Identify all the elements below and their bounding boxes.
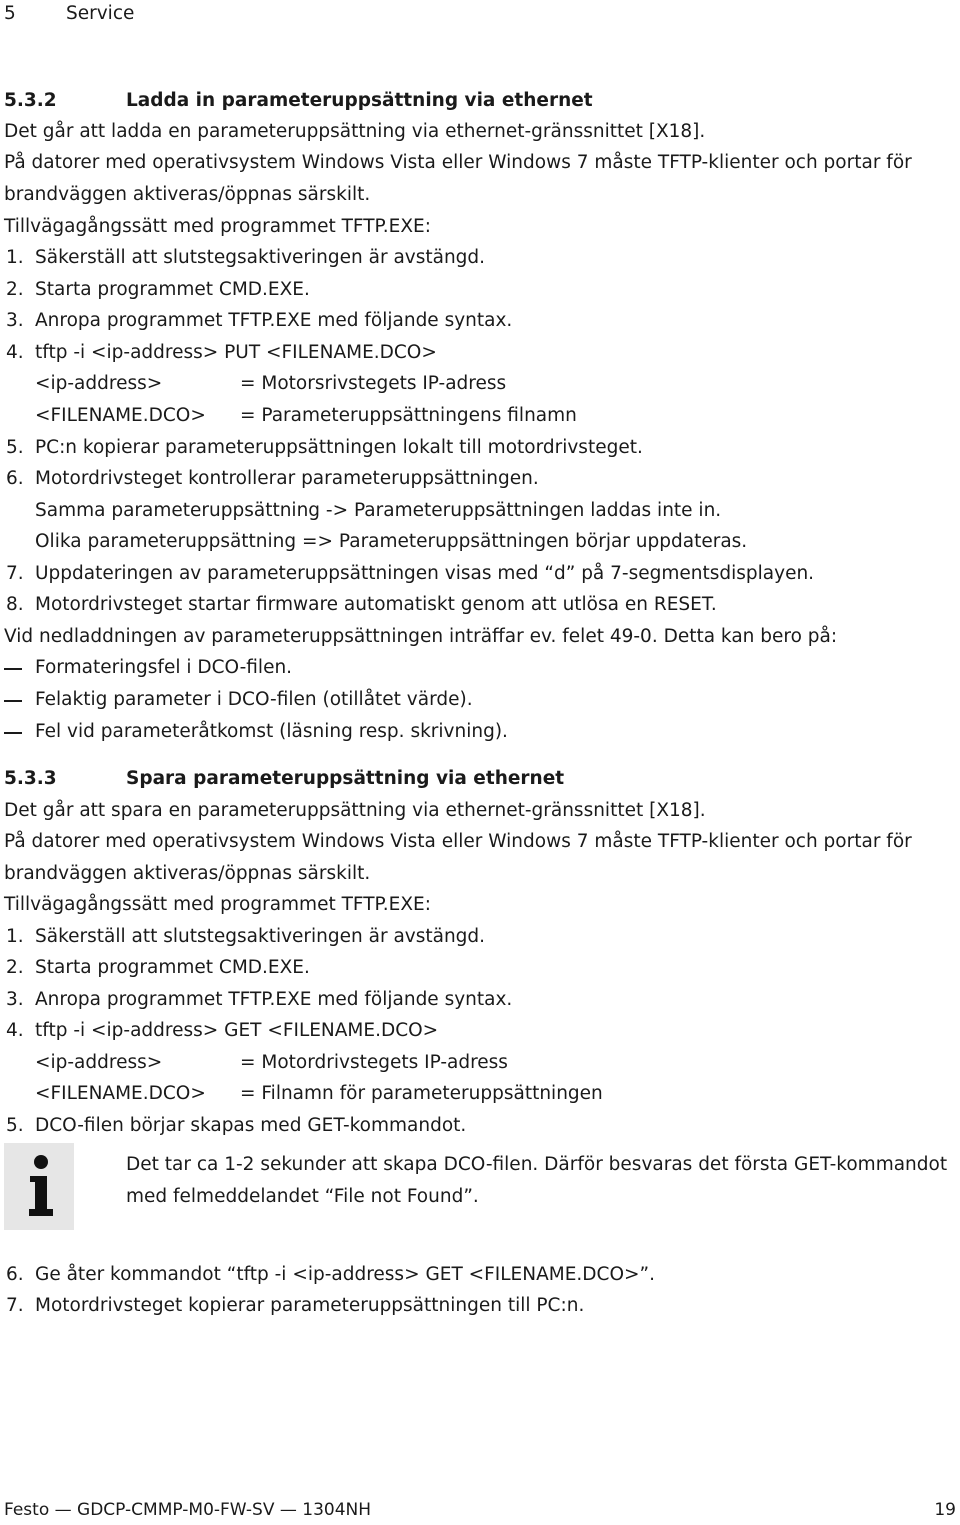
parameter-description: = Parameteruppsättningens filnamn bbox=[240, 405, 577, 426]
paragraph: På datorer med operativsystem Windows Vista eller Windows 7 måste TFTP-klienter och portar för bbox=[4, 152, 912, 173]
step-number: 1. bbox=[6, 247, 24, 268]
step-text: Motordrivsteget kopierar parameteruppsättningen till PC:n. bbox=[35, 1295, 585, 1316]
bullet-item bbox=[0, 716, 960, 747]
dash-bullet-icon bbox=[4, 700, 22, 702]
step-number: 5. bbox=[6, 1115, 24, 1136]
paragraph: brandväggen aktiveras/öppnas särskilt. bbox=[4, 863, 371, 884]
step-number: 7. bbox=[6, 563, 24, 584]
step-number: 8. bbox=[6, 594, 24, 615]
step-text: tftp -i <ip-address> PUT <FILENAME.DCO> bbox=[35, 342, 437, 363]
step-text: Uppdateringen av parameteruppsättningen visas med “d” på 7-segmentsdisplayen. bbox=[35, 563, 815, 584]
paragraph: Tillvägagångssätt med programmet TFTP.EXE: bbox=[4, 216, 431, 237]
step-number: 1. bbox=[6, 926, 24, 947]
parameter-description: = Motorsrivstegets IP-adress bbox=[240, 373, 507, 394]
bullet-text: Fel vid parameteråtkomst (läsning resp. skrivning). bbox=[35, 721, 508, 742]
paragraph: På datorer med operativsystem Windows Vista eller Windows 7 måste TFTP-klienter och portar för bbox=[4, 831, 912, 852]
bullet-text: Formateringsfel i DCO-filen. bbox=[35, 657, 293, 678]
step-text: Motordrivsteget startar firmware automatiskt genom att utlösa en RESET. bbox=[35, 594, 717, 615]
step-text: tftp -i <ip-address> GET <FILENAME.DCO> bbox=[35, 1020, 439, 1041]
step-text: Starta programmet CMD.EXE. bbox=[35, 957, 310, 978]
parameter-description: = Motordrivstegets IP-adress bbox=[240, 1052, 508, 1073]
note-text: med felmeddelandet “File not Found”. bbox=[126, 1186, 479, 1207]
section-number: 5.3.2 bbox=[4, 90, 57, 111]
parameter-name: <FILENAME.DCO> bbox=[35, 1083, 206, 1104]
section-number: 5.3.3 bbox=[4, 768, 57, 789]
step-text: Ge åter kommandot “tftp -i <ip-address> GET <FILENAME.DCO>”. bbox=[35, 1264, 655, 1285]
section-title: Ladda in parameteruppsättning via ethernet bbox=[126, 90, 593, 111]
parameter-description: = Filnamn för parameteruppsättningen bbox=[240, 1083, 603, 1104]
step-number: 2. bbox=[6, 279, 24, 300]
step-number: 2. bbox=[6, 957, 24, 978]
footer-document-id: Festo — GDCP-CMMP-M0-FW-SV — 1304NH bbox=[4, 1500, 372, 1520]
step-number: 6. bbox=[6, 468, 24, 489]
step-number: 7. bbox=[6, 1295, 24, 1316]
step-text: PC:n kopierar parameteruppsättningen lokalt till motordrivsteget. bbox=[35, 437, 643, 458]
paragraph: Vid nedladdningen av parameteruppsättningen inträffar ev. felet 49-0. Detta kan bero på: bbox=[4, 626, 838, 647]
step-number: 4. bbox=[6, 1020, 24, 1041]
step-continuation: Samma parameteruppsättning -> Parameteruppsättningen laddas inte in. bbox=[35, 500, 722, 521]
chapter-number: 5 bbox=[4, 3, 16, 24]
paragraph: Det går att spara en parameteruppsättning via ethernet-gränssnittet [X18]. bbox=[4, 800, 706, 821]
paragraph: Tillvägagångssätt med programmet TFTP.EXE: bbox=[4, 894, 431, 915]
dash-bullet-icon bbox=[4, 732, 22, 734]
step-text: Anropa programmet TFTP.EXE med följande syntax. bbox=[35, 310, 513, 331]
paragraph: brandväggen aktiveras/öppnas särskilt. bbox=[4, 184, 371, 205]
bullet-text: Felaktig parameter i DCO-filen (otillåtet värde). bbox=[35, 689, 473, 710]
step-text: Starta programmet CMD.EXE. bbox=[35, 279, 310, 300]
parameter-name: <ip-address> bbox=[35, 373, 163, 394]
step-text: Säkerställ att slutstegsaktiveringen är avstängd. bbox=[35, 926, 486, 947]
step-text: Säkerställ att slutstegsaktiveringen är avstängd. bbox=[35, 247, 486, 268]
dash-bullet-icon bbox=[4, 668, 22, 670]
paragraph: Det går att ladda en parameteruppsättning via ethernet-gränssnittet [X18]. bbox=[4, 121, 706, 142]
info-icon bbox=[4, 1143, 74, 1230]
step-text: Motordrivsteget kontrollerar parameteruppsättningen. bbox=[35, 468, 539, 489]
bullet-item bbox=[0, 684, 960, 715]
footer-page-number: 19 bbox=[934, 1500, 956, 1520]
chapter-title: Service bbox=[66, 3, 135, 24]
step-text: DCO-filen börjar skapas med GET-kommandot. bbox=[35, 1115, 467, 1136]
step-text: Anropa programmet TFTP.EXE med följande syntax. bbox=[35, 989, 513, 1010]
step-number: 4. bbox=[6, 342, 24, 363]
step-number: 5. bbox=[6, 437, 24, 458]
step-number: 3. bbox=[6, 989, 24, 1010]
step-number: 3. bbox=[6, 310, 24, 331]
note-text: Det tar ca 1-2 sekunder att skapa DCO-filen. Därför besvaras det första GET-kommandot bbox=[126, 1154, 948, 1175]
step-continuation: Olika parameteruppsättning => Parameteruppsättningen börjar uppdateras. bbox=[35, 531, 748, 552]
step-number: 6. bbox=[6, 1264, 24, 1285]
parameter-name: <ip-address> bbox=[35, 1052, 163, 1073]
section-title: Spara parameteruppsättning via ethernet bbox=[126, 768, 565, 789]
bullet-item bbox=[0, 652, 960, 683]
parameter-name: <FILENAME.DCO> bbox=[35, 405, 206, 426]
